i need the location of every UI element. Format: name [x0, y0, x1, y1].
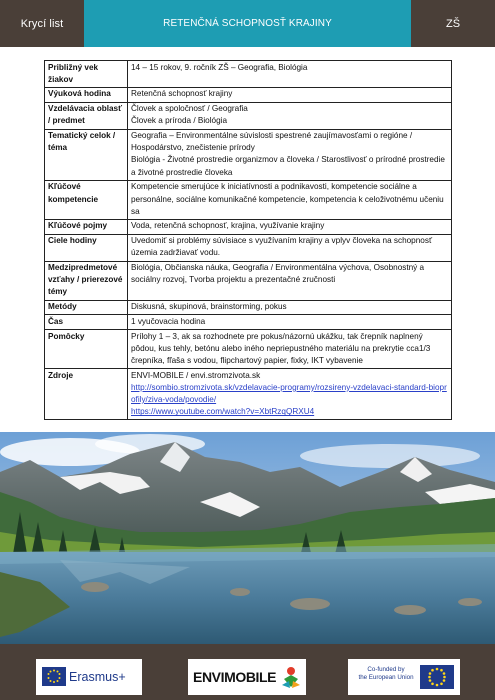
row-value-line: Kompetencie smerujúce k iniciatívnosti a podnikavosti, kompetencie sociálne a personálne, sociálne komunikačné kompetencie, kompetencia k celoživotnému učeniu sa — [131, 182, 444, 216]
row-value-line: 1 vyučovacia hodina — [131, 316, 206, 326]
row-value — [128, 219, 452, 234]
row-label: Ciele hodiny — [45, 234, 128, 261]
row-label: Približný vek žiakov — [45, 61, 128, 88]
row-value — [128, 330, 452, 369]
envimobile-logo — [188, 659, 306, 695]
row-value — [128, 102, 452, 129]
row-value-line: Človek a spoločnosť / Geografia — [131, 104, 248, 114]
row-value-line: Retenčná schopnosť krajiny — [131, 89, 233, 99]
row-label: Kľúčové kompetencie — [45, 180, 128, 219]
row-value — [128, 129, 452, 180]
table-row — [45, 315, 452, 330]
row-label: Výuková hodina — [45, 87, 128, 102]
header-title: RETENČNÁ SCHOPNOSŤ KRAJINY — [84, 0, 411, 47]
eu-flag-icon — [420, 665, 454, 689]
table-row — [45, 87, 452, 102]
row-label: Tematický celok / téma — [45, 129, 128, 180]
row-value — [128, 315, 452, 330]
header-section-label: Krycí list — [0, 0, 84, 47]
table-row-sources — [45, 369, 452, 420]
row-label: Čas — [45, 315, 128, 330]
source-link[interactable]: https://www.youtube.com/watch?v=XbtRzqQRXU4 — [131, 407, 315, 417]
row-value — [128, 261, 452, 300]
eu-cofunded-logo — [348, 659, 460, 695]
row-label: Vzdelávacia oblasť / predmet — [45, 102, 128, 129]
row-value — [128, 369, 452, 420]
source-link[interactable]: http://sombio.stromzivota.sk/vzdelavacie-programy/rozsireny-vzdelavaci-standard-bioprofily/ziva-voda/povodie/ — [131, 382, 447, 405]
row-value — [128, 300, 452, 315]
table-row — [45, 234, 452, 261]
row-value-line: Prílohy 1 – 3, ak sa rozhodnete pre pokus/názornú ukážku, tak črepník naplnený pôdou, kus tehly, betónu alebo iného nepriepustného materiálu na prekrytie cca1/3 črepníka, fľaša s vodou, flipchartový papier, fixky, IKT vybavenie — [131, 331, 431, 365]
row-value — [128, 234, 452, 261]
sources-text: ENVI-MOBILE / envi.stromzivota.sk — [131, 370, 261, 380]
row-value — [128, 61, 452, 88]
envimobile-label: ENVIMOBILE — [193, 669, 277, 685]
eu-text-line1: Co-funded by — [367, 666, 405, 673]
row-value-line: Biológia, Občianska náuka, Geografia / Environmentálna výchova, Osobnostný a sociálny rozvoj, Tvorba projektu a prezentačné zručnosti — [131, 263, 425, 285]
erasmus-logo — [36, 659, 142, 695]
mountain-lake-photo — [0, 432, 495, 644]
eu-text-line2: the European Union — [358, 674, 414, 681]
row-value — [128, 180, 452, 219]
table-row — [45, 330, 452, 369]
table-row — [45, 261, 452, 300]
row-value-line: Uvedomiť si problémy súvisiace s využívaním krajiny a vplyv človeka na schopnosť územia zadržiavať vodu. — [131, 236, 433, 258]
row-label: Pomôcky — [45, 330, 128, 369]
eu-flag-icon — [42, 667, 66, 686]
row-label: Medzipredmetové vzťahy / prierezové témy — [45, 261, 128, 300]
row-value-line: 14 – 15 rokov, 9. ročník ZŠ – Geografia, Biológia — [131, 62, 308, 72]
row-value-line: Biológia - Životné prostredie organizmov a človeka / Starostlivosť o prírodné prostredie a životné prostredie človeka — [131, 155, 445, 177]
erasmus-label: Erasmus+ — [69, 670, 126, 684]
row-label: Zdroje — [45, 369, 128, 420]
eu-cofunded-text — [354, 666, 418, 682]
header-level-label: ZŠ — [411, 0, 495, 47]
table-row — [45, 300, 452, 315]
table-row — [45, 129, 452, 180]
table-row — [45, 180, 452, 219]
row-value-line: Diskusná, skupinová, brainstorming, pokus — [131, 302, 287, 312]
table-row — [45, 102, 452, 129]
table-row — [45, 219, 452, 234]
envimobile-leaf-icon — [280, 665, 302, 689]
row-value-line: Voda, retenčná schopnosť, krajina, využívanie krajiny — [131, 221, 325, 231]
page-footer — [0, 644, 495, 700]
page-header — [0, 0, 495, 47]
row-label: Kľúčové pojmy — [45, 219, 128, 234]
row-label: Metódy — [45, 300, 128, 315]
row-value-line: Geografia – Environmentálne súvislosti spestrené zaujímavosťami o regióne / Hospodárstvo, znečistenie prírody — [131, 131, 413, 153]
row-value — [128, 87, 452, 102]
row-value-line: Človek a príroda / Biológia — [131, 116, 228, 126]
table-row — [45, 61, 452, 88]
cover-sheet-table — [44, 60, 452, 420]
